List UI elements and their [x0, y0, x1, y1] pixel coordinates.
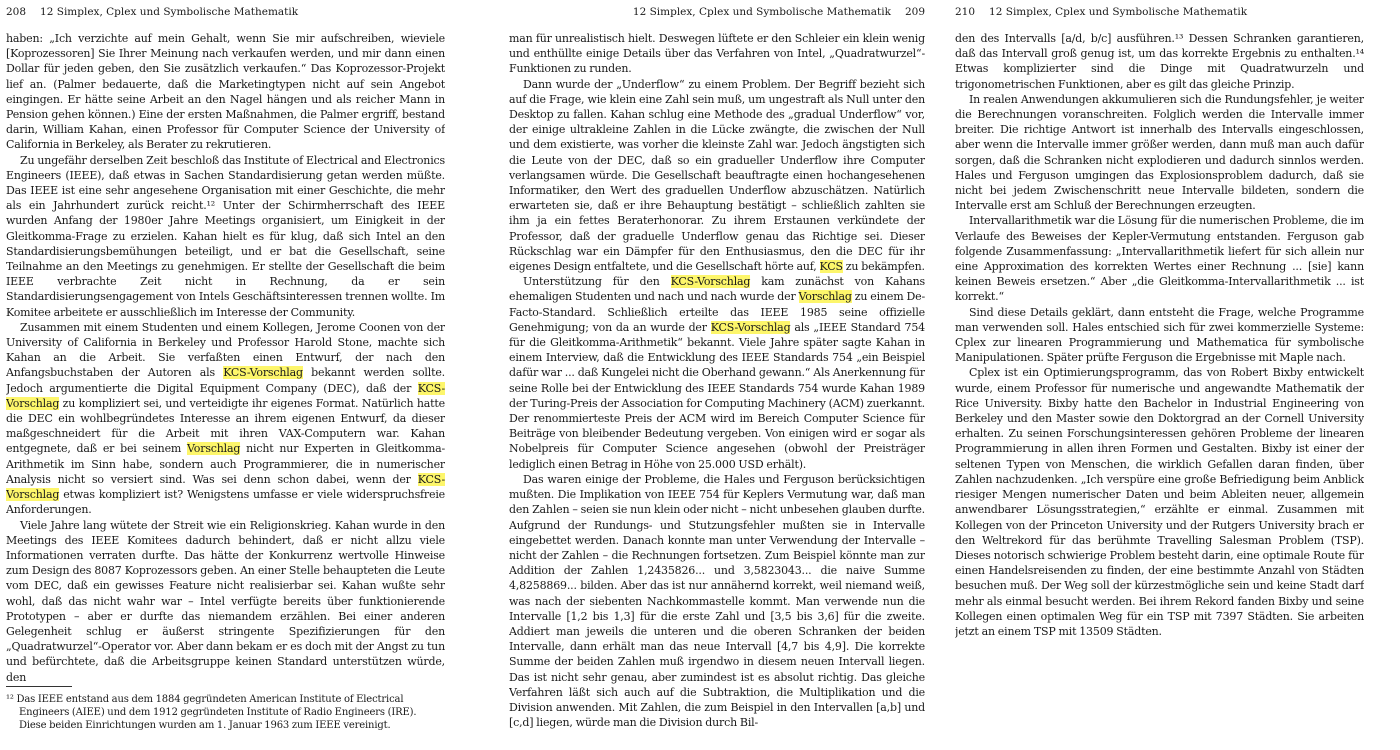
text-segment: bekannt werden sollte. Jedoch argumentierte die Digital Equipment Company (DEC), daß der: [6, 366, 445, 395]
text-segment: zu kompliziert sei, und verteidigte ihr eigenes Format. Natürlich hatte die DEC ein wohlbegründetes Interesse an ihrem eigenen Entwurf, da dieser maßgeschneidert für die Arbeit mit ihren VAX-Computern war. Kahan entgegnete, daß er bei seinem: [6, 396, 445, 456]
page-number: 209: [904, 6, 925, 18]
footnote: [6, 686, 445, 732]
text-segment: Cplex ist ein Optimierungsprogramm, das von Robert Bixby entwickelt wurde, einem Professor für numerische und angewandte Mathematik der Rice University. Bixby hatte den Bachelor in Industrial Engineering von Berkeley und den Master sowie den Doktorgrad an der Cornell University erhalten. Zu seinen Forschungsinteressen gehören Probleme der linearen Programmierung in allen ihren Formen und Gestalten. Bixby ist einer der seltenen Typen von Menschen, die wirklich Gefallen daran finden, über Zahlen nachzudenken. „Ich verspüre eine große Befriedigung beim Anblick riesiger Mengen numerischer Daten und beim Ableiten neuer, allgemein anwendbarer Lösungsstrategien,“ erzählte er einmal. Zusammen mit Kollegen von der Princeton University und der Rutgers University brach er den Weltrekord für das berühmte Travelling Salesman Problem (TSP). Dieses notorisch schwierige Problem besteht darin, eine optimale Route für einen Handelsreisenden zu finden, der eine bestimmte Anzahl von Städten besuchen muß. Der Weg soll der kürzestmögliche sein und keine Stadt darf mehr als einmal besucht werden. Bei ihrem Rekord fanden Bixby und seine Kollegen einen optimalen Weg für ein TSP mit 7397 Städten. Sie arbeiten jetzt an einem TSP mit 13509 Städten.: [955, 366, 1364, 638]
paragraph: [955, 31, 1364, 92]
text-segment: Unterstützung für den: [523, 275, 671, 289]
text-segment: In realen Anwendungen akkumulieren sich die Rundungsfehler, je weiter die Berechnungen voranschreiten. Folglich werden die Intervalle immer breiter. Die richtige Antwort ist innerhalb des Intervalls eingeschlossen, aber wenn die Intervalle immer größer werden, dann muß man auch dafür sorgen, daß die Schranken nicht explodieren und dadurch sinnlos werden. Hales und Ferguson umgingen das Explosionsproblem dadurch, daß sie nicht bei jedem Zwischenschritt neue Intervalle bildeten, sondern die Intervalle erst am Schluß der Berechnungen erzeugten.: [955, 92, 1364, 213]
paragraph: [955, 365, 1364, 639]
text-segment: kam zunächst von Kahans ehemaligen Studenten und nach und nach wurde der: [509, 275, 925, 304]
body-text: [509, 31, 925, 730]
paragraph: [509, 31, 925, 77]
highlighted-term: KCS-Vorschlag: [223, 366, 303, 380]
chapter-title: 12 Simplex, Cplex und Symbolische Mathematik: [40, 6, 299, 18]
highlighted-term: KCS-Vorschlag: [670, 275, 751, 289]
highlighted-term: Vorschlag: [187, 442, 241, 456]
text-segment: Viele Jahre lang wütete der Streit wie ein Religionskrieg. Kahan wurde in den Meetings des IEEE Komitees dadurch behindert, daß er nicht allzu viele Informationen verraten durfte. Das hätte der Konkurrenz wertvolle Hinweise zum Design des 8087 Koprozessors geben. An einer Stelle behaupteten die Leute vom DEC, daß ein gewisses Feature nicht realisierbar sei. Kahan wußte sehr wohl, daß das nicht wahr war – Intel verfügte bereits über funktionierende Prototypen – aber er durfte das niemandem erzählen. Bei einer anderen Gelegenheit schlug er äußerst stringente Spezifizierungen für den „Quadratwurzel“-Operator vor. Aber dann bekam er es doch mit der Angst zu tun und befürchtete, daß die Arbeitsgruppe keinen Standard unterstützen würde, den: [6, 518, 445, 684]
paragraph: [509, 274, 925, 472]
text-segment: den des Intervalls [a/d, b/c] ausführen.¹³ Dessen Schranken garantieren, daß das Intervall groß genug ist, um das korrekte Ergebnis zu enthalten.¹⁴ Etwas komplizierter sind die Dinge mit Quadratwurzeln und trigonometrischen Funktionen, aber es gilt das gleiche Prinzip.: [955, 32, 1364, 91]
text-segment: Sind diese Details geklärt, dann entsteht die Frage, welche Programme man verwenden soll. Hales entschied sich für zwei kommerzielle Systeme: Cplex zur linearen Programmierung und Mathematica für symbolische Manipulationen. Später prüfte Ferguson die Ergebnisse mit Maple nach.: [955, 305, 1364, 365]
text-segment: nicht nur Experten in Gleitkomma-Arithmetik im Sinn habe, sondern auch Programmierer, die in numerischer Analysis nicht so versiert sind. Was sei denn schon dabei, wenn der: [6, 442, 445, 486]
page-number: 208: [6, 6, 27, 18]
paragraph: [955, 213, 1364, 304]
paragraph: [955, 305, 1364, 366]
text-segment: Das waren einige der Probleme, die Hales und Ferguson berücksichtigen mußten. Die Implikation von IEEE 754 für Keplers Vermutung war, daß man den Zahlen – seien sie nun klein oder nicht – nicht unbesehen glauben durfte. Aufgrund der Rundungs- und Stutzungsfehler mußten sie in Intervalle eingebettet werden. Danach konnte man unter Verwendung der Intervalle – nicht der Zahlen – die Rechnungen fortsetzen. Zum Beispiel könnte man zur Addition der Zahlen 1,2435826... und 3,5823043... die naive Summe 4,8258869... bilden. Aber das ist nur annähernd korrekt, weil niemand weiß, was nach der siebenten Nachkommastelle kommt. Man verwende nun die Intervalle [1,2 bis 1,3] für die erste Zahl und [3,5 bis 3,6] für die zweite. Addiert man jeweils die unteren und die oberen Schranken der beiden Intervalle, dann erhält man das neue Intervall [4,7 bis 4,9]. Die korrekte Summe der beiden Zahlen muß irgendwo in diesem neuen Intervall liegen. Das ist nicht sehr genau, aber zumindest ist es absolut richtig. Das gleiche Verfahren läßt sich auch auf die Subtraktion, die Multiplikation und die Division anwenden. Mit Zahlen, die zum Beispiel in den Intervallen [a,b] und [c,d] liegen, würde man die Division durch Bil-: [509, 472, 925, 730]
paragraph: [6, 153, 445, 320]
highlighted-term: KCS-Vorschlag: [710, 320, 791, 334]
page-210: [955, 0, 1364, 750]
highlighted-term: KCS: [819, 260, 843, 274]
text-segment: Dann wurde der „Underflow“ zu einem Problem. Der Begriff bezieht sich auf die Frage, wie klein eine Zahl sein muß, um ungestraft als Null unter den Desktop zu fallen. Kahan schlug eine Methode des „gradual Underflow“ vor, der einige ultrakleine Zahlen in die Lücke zwängte, die zwischen der Null und dem existierte, was vorher die kleinste Zahl war. Jedoch ängstigten sich die Leute von der DEC, daß so ein gradueller Underflow ihre Computer verlangsamen würde. Die Gesellschaft beauftragte einen hochangesehenen Informatiker, den Wert des graduellen Underflow abzuschätzen. Natürlich erwarteten sie, daß er ihre Behauptung bestätigt – schließlich zahlten sie ihm ja ein fettes Beraterhonorar. Zu ihrem Erstaunen verkündete der Professor, daß der graduelle Underflow genau das Richtige sei. Dieser Rückschlag war ein Dämpfer für den Enthusiasmus, den die DEC für ihr eigenes Design entfaltete, und die Gesellschaft hörte auf,: [509, 77, 925, 274]
text-segment: zu bekämpfen.: [842, 260, 925, 274]
running-head: [509, 4, 925, 20]
body-text: [955, 31, 1364, 639]
highlighted-term: KCS-Vorschlag: [6, 472, 445, 502]
footnote-text: ¹² Das IEEE entstand aus dem 1884 gegründeten American Institute of Electrical Engineers (AIEE) und dem 1912 gegründeten Institute of Radio Engineers (IRE). Diese beiden Einrichtungen wurden am 1. Januar 1963 zum IEEE vereinigt.: [6, 694, 417, 731]
running-head: [955, 4, 1364, 20]
body-text: [6, 31, 445, 685]
text-segment: Intervallarithmetik war die Lösung für die numerischen Probleme, die im Verlaufe des Beweises der Kepler-Vermutung entstanden. Ferguson gab folgende Zusammenfassung: „Intervallarithmetik liefert für sich allein nur eine Approximation des korrekten Wertes einer Rechnung ... [sie] kann keinen Beweis ersetzen.“ Aber „die Gleitkomma-Intervallarithmetik ... ist korrekt.“: [955, 214, 1364, 304]
paragraph: [509, 472, 925, 730]
text-segment: als „IEEE Standard 754 für die Gleitkomma-Arithmetik“ bekannt. Viele Jahre später sagte Kahan in einem Interview, daß die Entwicklung des IEEE Standards 754 „ein Beispiel dafür war ... daß Kungelei nicht die Oberhand gewann.“ Als Anerkennung für seine Rolle bei der Entwicklung des IEEE Standards 754 wurde Kahan 1989 der Turing-Preis der Association for Computing Machinery (ACM) zuerkannt. Der renommierteste Preis der ACM wird im Bereich Computer Science für Beiträge von bleibender Bedeutung vergeben. Von einigen wird er sogar als Nobelpreis für Computer Science angesehen (obwohl der Preisträger lediglich einen Betrag in Höhe von 25.000 USD erhält).: [509, 320, 925, 471]
paragraph: [509, 77, 925, 275]
paragraph: [6, 31, 445, 153]
highlighted-term: Vorschlag: [798, 290, 852, 304]
page-208: [6, 0, 445, 750]
text-segment: Zusammen mit einem Studenten und einem Kollegen, Jerome Coonen von der University of California in Berkeley und Professor Harold Stone, machte sich Kahan an die Arbeit. Sie verfaßten einen Entwurf, der nach den Anfangsbuchstaben der Autoren als: [6, 320, 445, 380]
text-segment: haben: „Ich verzichte auf mein Gehalt, wenn Sie mir aufschreiben, wieviele [Koprozessoren] Sie Ihrer Meinung nach verkaufen werden, und mir dann einen Dollar für jeden geben, den Sie zusätzlich verkaufen.“ Das Koprozessor-Projekt lief an. (Palmer bedauerte, daß die Marketingtypen nicht auf sein Angebot eingingen. Er hätte seine Arbeit an den Nagel hängen und als reicher Mann in Pension gehen können.) Eine der ersten Maßnahmen, die Palmer ergriff, bestand darin, William Kahan, einen Professor für Computer Science der University of California in Berkeley, als Berater zu rekrutieren.: [6, 32, 445, 152]
paragraph: [955, 92, 1364, 214]
paragraph: [6, 320, 445, 518]
page-209: [509, 0, 925, 750]
text-segment: man für unrealistisch hielt. Deswegen lüftete er den Schleier ein klein wenig und enthüllte einige Details über das Verfahren von Intel, „Quadratwurzel“-Funktionen zu runden.: [509, 32, 925, 76]
paragraph: [6, 518, 445, 685]
chapter-title: 12 Simplex, Cplex und Symbolische Mathematik: [989, 6, 1248, 18]
text-segment: Zu ungefähr derselben Zeit beschloß das Institute of Electrical and Electronics Engineers (IEEE), daß etwas in Sachen Standardisierung getan werden müßte. Das IEEE ist eine sehr angesehene Organisation mit einer Geschichte, die mehr als ein Jahrhundert zurück reicht.¹² Unter der Schirmherrschaft des IEEE wurden Anfang der 1980er Jahre Meetings organisiert, um Einigkeit in der Gleitkomma-Frage zu erzielen. Kahan hielt es für klug, daß sich Intel an den Standardisierungsbemühungen beteiligt, und er bat die Gesellschaft, seine Teilnahme an den Meetings zu genehmigen. Er stellte der Gesellschaft die beim IEEE verbrachte Zeit nicht in Rechnung, da er sein Standardisierungsengagement von Intels Geschäftsinteressen trennen wollte. Im Komitee arbeitete er ausschließlich im Interesse der Community.: [6, 153, 445, 319]
text-segment: etwas kompliziert ist? Wenigstens umfasse er viele widerspruchsfreie Anforderungen.: [6, 488, 445, 517]
running-head: [6, 4, 445, 20]
page-number: 210: [955, 6, 976, 18]
highlighted-term: KCS-Vorschlag: [6, 381, 445, 410]
text-segment: zu einem De-Facto-Standard. Schließlich erteilte das IEEE 1985 seine offizielle Genehmigung; von da an wurde der: [509, 290, 925, 334]
footnote-rule: [6, 686, 72, 687]
chapter-title: 12 Simplex, Cplex und Symbolische Mathematik: [632, 6, 891, 18]
